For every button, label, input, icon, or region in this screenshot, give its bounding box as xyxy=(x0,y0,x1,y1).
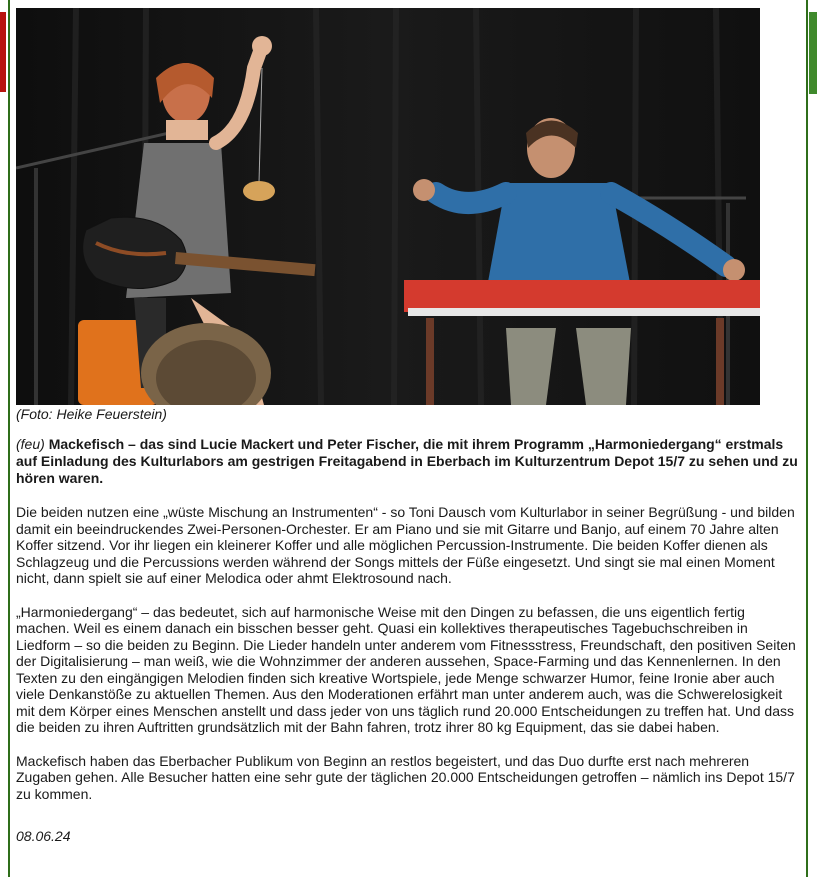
left-red-tab xyxy=(0,12,6,92)
right-green-tab xyxy=(809,12,817,94)
left-border-line xyxy=(8,0,10,877)
lead-paragraph xyxy=(16,436,802,487)
body-paragraph-2: „Harmoniedergang“ – das bedeutet, sich auf harmonische Weise mit den Dingen zu befassen, die uns eigentlich fertig machen. Weil es einem danach ein bisschen besser geht. Quasi ein kollektives therapeutisches Tagebuchschreiben in Liedform – so die beiden zu Beginn. Die Lieder handeln unter anderem vom Fitnessstress, Freundschaft, den positiven Seiten der Digitalisierung – man weiß, wie die Wohnzimmer der anderen aussehen, Space-Farming und das Kennenlernen. In den Texten zu den eingängigen Melodien finden sich kreative Wortspiele, jede Menge schwarzer Humor, feine Ironie aber auch viele Denkanstöße zu aktuellen Themen. Aus den Moderationen erfährt man unter anderem auch, was die Schwerelosigkeit mit dem Körper eines Menschen anstellt und dass jeder von uns täglich rund 20.000 Entscheidungen zu treffen hat. Und dass die beiden zu ihren Auftritten grundsätzlich mit der Bahn fahren, trotz ihrer 80 kg Equipment, das sie dabei haben. xyxy=(16,603,796,735)
right-rail xyxy=(806,0,817,877)
publish-date: 08.06.24 xyxy=(16,828,71,844)
left-rail xyxy=(0,0,8,877)
article xyxy=(16,8,802,844)
right-border-line xyxy=(806,0,808,877)
lead-text: Mackefisch – das sind Lucie Mackert und Peter Fischer, die mit ihrem Programm „Harmoniedergang“ erstmals auf Einladung des Kulturlabors am gestrigen Freitagabend in Eberbach im Kulturzentrum Depot 15/7 zu sehen und zu hören waren. xyxy=(16,436,798,486)
photo-caption: (Foto: Heike Feuerstein) xyxy=(16,406,167,422)
author-tag: (feu) xyxy=(16,436,45,452)
body-paragraph-1: Die beiden nutzen eine „wüste Mischung an Instrumenten“ - so Toni Dausch vom Kulturlabor in seiner Begrüßung - und bilden damit ein beeindruckendes Zwei-Personen-Orchester. Er am Piano und sie mit Gitarre und Banjo, auf einem 70 Jahre alten Koffer sitzend. Vor ihr liegen ein kleinerer Koffer und alle möglichen Percussion-Instrumente. Die beiden Koffer dienen als Schlagzeug und die Percussions werden während der Songs mittels der Füße eingesetzt. Und singt sie mal einen Moment nicht, dann spielt sie auf einer Melodica oder ahmt Elektrosound nach. xyxy=(16,504,795,586)
concert-photo xyxy=(16,8,760,405)
body-paragraph-3: Mackefisch haben das Eberbacher Publikum von Beginn an restlos begeistert, und das Duo durfte erst nach mehreren Zugaben gehen. Alle Besucher hatten eine sehr gute der täglichen 20.000 Entscheidungen getroffen – nämlich ins Depot 15/7 zu kommen. xyxy=(16,752,795,802)
